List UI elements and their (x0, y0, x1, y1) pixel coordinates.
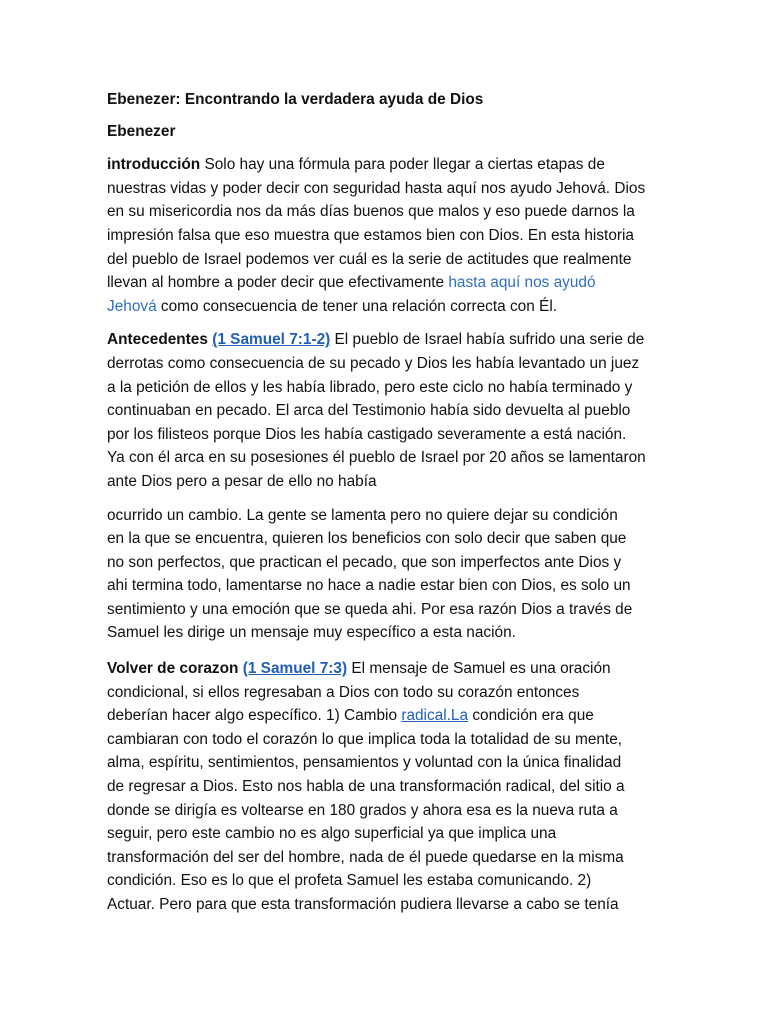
intro-line: impresión falsa que eso muestra que estamos bien con Dios. En esta historia (107, 226, 634, 244)
antecedentes-line: ante Dios pero a pesar de ello no había (107, 472, 377, 490)
volver-line-3-tail: condición era que (468, 707, 594, 725)
volver-line: de regresar a Dios. Esto nos habla de una transformación radical, del sitio a (107, 778, 625, 796)
volver-line: seguir, pero este cambio no es algo superficial ya que implica una (107, 825, 557, 843)
intro-line-1 (107, 153, 720, 177)
volver-line: donde se dirigía es voltearse en 180 grados y ahora esa es la nueva ruta a (107, 801, 618, 819)
volver-paragraph (107, 657, 720, 917)
antecedentes-label: Antecedentes (107, 331, 208, 349)
continuation-line: ahi termina todo, lamentarse no hace a nadie estar bien con Dios, es solo un (107, 577, 631, 595)
volver-line: condición. Eso es lo que el profeta Samuel les estaba comunicando. 2) (107, 872, 592, 890)
continuation-line: sentimiento y una emoción que se queda ahi. Por esa razón Dios a través de (107, 600, 633, 618)
intro-paragraph (107, 153, 720, 318)
hasta-aqui-link[interactable]: hasta aquí nos ayudó (448, 274, 596, 292)
intro-line-7-text: como consecuencia de tener una relación correcta con Él. (156, 297, 558, 315)
continuation-line: no son perfectos, que practican el pecado, que son imperfectos ante Dios y (107, 553, 622, 571)
radical-link[interactable]: radical.La (401, 707, 469, 725)
antecedentes-line-1 (107, 328, 720, 352)
document-title: Ebenezer: Encontrando la verdadera ayuda de Dios (107, 91, 484, 108)
volver-line-1-text: El mensaje de Samuel es una oración (347, 660, 611, 678)
volver-line-3 (107, 704, 720, 728)
antecedentes-line-1-text: El pueblo de Israel había sufrido una serie de (330, 331, 645, 349)
samuel-7-1-2-link[interactable]: (1 Samuel 7:1-2) (212, 331, 331, 349)
antecedentes-paragraph (107, 328, 720, 493)
continuation-line: en la que se encuentra, quieren los beneficios con solo decir que saben que (107, 530, 627, 548)
antecedentes-line: Ya con él arca en su posesiones él pueblo de Israel por 20 años se lamentaron (107, 449, 646, 467)
antecedentes-line: a la petición de ellos y les había librado, pero este ciclo no había terminado y (107, 378, 633, 396)
intro-line-6 (107, 271, 720, 295)
document-subtitle: Ebenezer (107, 122, 176, 140)
jehova-link[interactable]: Jehová (107, 297, 157, 315)
volver-line: cambiaran con todo el corazón lo que implica toda la totalidad de su mente, (107, 730, 623, 748)
samuel-7-3-link[interactable]: (1 Samuel 7:3) (242, 660, 348, 678)
volver-line-1 (107, 657, 720, 681)
antecedentes-line: por los filisteos porque Dios les había castigado severamente a está nación. (107, 425, 627, 443)
intro-line: nuestras vidas y poder decir con seguridad hasta aquí nos ayudo Jehová. Dios (107, 179, 646, 197)
continuation-line: ocurrido un cambio. La gente se lamenta pero no quiere dejar su condición (107, 506, 618, 524)
intro-line-7 (107, 295, 720, 319)
antecedentes-line: derrotas como consecuencia de su pecado y Dios les había levantado un juez (107, 354, 640, 372)
volver-line: alma, espíritu, sentimientos, pensamientos y voluntad con la única finalidad (107, 754, 622, 772)
volver-line: transformación del ser del hombre, nada de él puede quedarse en la misma (107, 848, 624, 866)
volver-label: Volver de corazon (107, 660, 239, 678)
continuation-paragraph (107, 504, 720, 646)
continuation-line: Samuel les dirige un mensaje muy específico a esta nación. (107, 624, 516, 642)
intro-line: en su misericordia nos da más días buenos que malos y eso puede darnos la (107, 203, 635, 221)
volver-line: Actuar. Pero para que esta transformación pudiera llevarse a cabo se tenía (107, 896, 619, 913)
volver-line-3-text: deberían hacer algo específico. 1) Cambio (107, 707, 402, 725)
volver-line: condicional, si ellos regresaban a Dios con todo su corazón entonces (107, 683, 580, 701)
antecedentes-line: continuaban en pecado. El arca del Testimonio había sido devuelta al pueblo (107, 402, 631, 420)
intro-line-6-text: llevan al hombre a poder decir que efectivamente (107, 274, 449, 292)
intro-line: del pueblo de Israel podemos ver cuál es la serie de actitudes que realmente (107, 250, 632, 268)
intro-label: introducción (107, 156, 201, 174)
intro-line-1-text: Solo hay una fórmula para poder llegar a ciertas etapas de (200, 156, 605, 174)
